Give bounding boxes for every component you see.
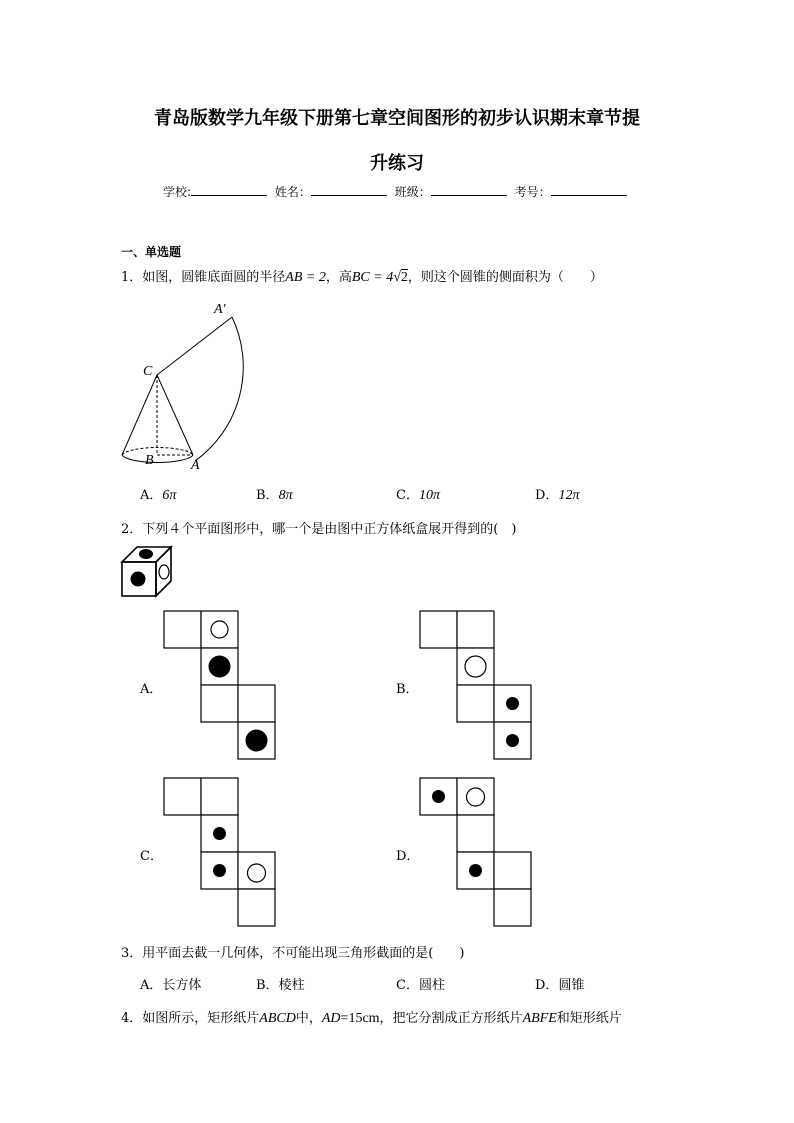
q3-option-a-value: 长方体 bbox=[162, 978, 202, 993]
q1-text-b: ，高 bbox=[325, 270, 352, 285]
school-field[interactable] bbox=[191, 183, 267, 196]
q1-option-c[interactable] bbox=[396, 488, 440, 504]
net-b-cell bbox=[457, 611, 494, 648]
net-d-cell bbox=[457, 815, 494, 852]
small-dot-icon bbox=[213, 827, 226, 840]
q2-option-d[interactable]: D． bbox=[396, 849, 420, 864]
net-d-cell bbox=[494, 852, 531, 889]
q1-option-b-label: B． bbox=[256, 488, 279, 503]
q4-ad-expr: AD bbox=[321, 1011, 341, 1026]
net-c bbox=[164, 778, 279, 930]
net-d bbox=[420, 778, 535, 930]
q3-text: 用平面去截一几何体，不可能出现三角形截面的是( ) bbox=[142, 946, 465, 961]
q1-option-d-label: D． bbox=[535, 488, 559, 503]
q4-text-d: 和矩形纸片 bbox=[556, 1011, 622, 1026]
net-a-cell bbox=[201, 685, 238, 722]
slant-left bbox=[122, 375, 157, 455]
q1-option-c-label: C． bbox=[396, 488, 419, 503]
side-ring-icon bbox=[159, 565, 169, 579]
question-2-stem bbox=[121, 522, 516, 538]
net-b-cell bbox=[420, 611, 457, 648]
net-c-cell bbox=[238, 889, 275, 926]
name-label: 姓名： bbox=[274, 185, 311, 199]
label-a: A bbox=[191, 458, 200, 473]
school-label: 学校: bbox=[163, 185, 192, 199]
q4-number: 4． bbox=[121, 1011, 143, 1026]
ring-icon bbox=[467, 788, 485, 806]
top-dot-icon bbox=[139, 549, 153, 559]
q1-option-d-value: 12π bbox=[558, 488, 580, 503]
q3-option-c-value: 圆柱 bbox=[418, 978, 445, 993]
net-a-cell bbox=[238, 685, 275, 722]
q3-option-a-label: A． bbox=[140, 978, 163, 993]
class-field[interactable] bbox=[431, 183, 507, 196]
q3-option-b-label: B． bbox=[256, 978, 279, 993]
q1-number: 1． bbox=[121, 270, 143, 285]
sqrt-sign: √2 bbox=[393, 270, 408, 285]
q3-option-a[interactable] bbox=[140, 978, 201, 994]
big-dot-icon bbox=[209, 656, 231, 678]
name-field[interactable] bbox=[311, 183, 387, 196]
label-c: C bbox=[143, 364, 153, 379]
q3-option-b[interactable] bbox=[256, 978, 305, 994]
q1-bc-expr: BC = 4 bbox=[351, 270, 394, 285]
sqrt-arg: 2 bbox=[400, 270, 408, 285]
student-info-line bbox=[163, 183, 631, 200]
section-heading: 一、单选题 bbox=[121, 245, 182, 259]
q3-number: 3． bbox=[121, 946, 143, 961]
q1-option-a-value: 6π bbox=[162, 488, 177, 503]
small-dot-icon bbox=[506, 697, 519, 710]
cone-drawing bbox=[122, 317, 243, 463]
net-a bbox=[164, 611, 279, 763]
net-c-cell bbox=[201, 778, 238, 815]
net-a-cell bbox=[164, 611, 201, 648]
label-b: B bbox=[145, 453, 154, 468]
q1-option-a[interactable] bbox=[140, 488, 176, 504]
small-dot-icon bbox=[506, 734, 519, 747]
cone-figure bbox=[110, 295, 270, 480]
q3-option-d-value: 圆锥 bbox=[558, 978, 585, 993]
exam-no-field[interactable] bbox=[551, 183, 627, 196]
question-1-stem bbox=[121, 270, 603, 286]
document-title-line1: 青岛版数学九年级下册第七章空间图形的初步认识期末章节提 bbox=[154, 108, 640, 129]
q1-ab-expr: AB = 2 bbox=[285, 270, 326, 285]
base-front-arc bbox=[122, 455, 193, 463]
front-dot-icon bbox=[131, 572, 146, 587]
q1-text-a: 如图，圆锥底面圆的半径 bbox=[142, 270, 286, 285]
sector-arc bbox=[195, 317, 243, 461]
q1-option-c-value: 10π bbox=[418, 488, 440, 503]
label-a-prime: A′ bbox=[214, 302, 226, 317]
big-dot-icon bbox=[246, 730, 268, 752]
net-b bbox=[420, 611, 535, 763]
q1-text-c: ，则这个圆锥的侧面积为（ ） bbox=[407, 270, 603, 285]
ring-icon bbox=[465, 656, 486, 677]
q4-ad-value: =15cm bbox=[340, 1011, 380, 1026]
slant-ca-prime bbox=[157, 317, 232, 375]
q4-text-b: 中， bbox=[295, 1011, 322, 1026]
q4-text-a: 如图所示，矩形纸片 bbox=[142, 1011, 260, 1026]
q3-option-b-value: 棱柱 bbox=[278, 978, 305, 993]
question-3-stem bbox=[121, 946, 464, 962]
cube-figure bbox=[120, 545, 190, 600]
q4-abfe: ABFE bbox=[522, 1011, 557, 1026]
q4-text-c: ，把它分割成正方形纸片 bbox=[379, 1011, 523, 1026]
q1-option-b[interactable] bbox=[256, 488, 293, 504]
net-b-cell bbox=[457, 685, 494, 722]
small-dot-icon bbox=[469, 864, 482, 877]
class-label: 班级： bbox=[394, 185, 431, 199]
q2-number: 2． bbox=[121, 522, 143, 537]
q3-option-c-label: C． bbox=[396, 978, 419, 993]
q2-text: 下列４个平面图形中，哪一个是由图中正方体纸盒展开得到的( ) bbox=[142, 522, 517, 537]
q1-option-b-value: 8π bbox=[278, 488, 293, 503]
q1-option-a-label: A． bbox=[140, 488, 163, 503]
ring-icon bbox=[248, 864, 266, 882]
document-title-line2: 升练习 bbox=[370, 153, 424, 174]
q2-option-b[interactable]: B． bbox=[396, 682, 419, 697]
q3-option-d-label: D． bbox=[535, 978, 559, 993]
q4-abcd: ABCD bbox=[259, 1011, 296, 1026]
ring-icon bbox=[211, 621, 228, 638]
net-c-cell bbox=[164, 778, 201, 815]
small-dot-icon bbox=[213, 864, 226, 877]
q2-option-c[interactable]: C． bbox=[140, 849, 163, 864]
q3-option-d[interactable] bbox=[535, 978, 584, 994]
q1-option-d[interactable] bbox=[535, 488, 579, 504]
q2-option-a[interactable]: A． bbox=[140, 682, 163, 697]
q3-option-c[interactable] bbox=[396, 978, 445, 994]
net-d-cell bbox=[494, 889, 531, 926]
exam-no-label: 考号： bbox=[514, 185, 551, 199]
slant-ca bbox=[157, 375, 193, 455]
question-4-stem bbox=[121, 1011, 622, 1027]
small-dot-icon bbox=[432, 790, 445, 803]
